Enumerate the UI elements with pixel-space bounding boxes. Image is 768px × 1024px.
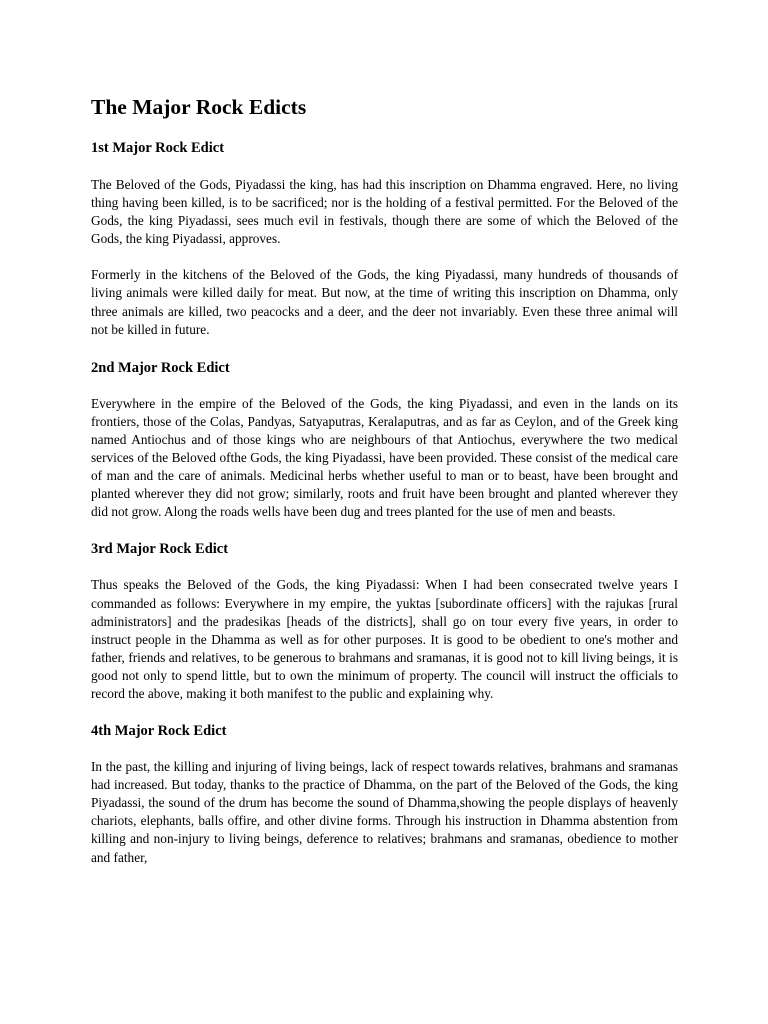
paragraph: Formerly in the kitchens of the Beloved of the Gods, the king Piyadassi, many hundreds of thousands of living animals were killed daily for meat. But now, at the time of writing this inscription on Dhamma, only three animals are killed, two peacocks and a deer, and the deer not invariably. Even these three animal will not be killed in future. <box>91 267 678 337</box>
document-page <box>91 93 678 867</box>
section-heading-4th-edict: 4th Major Rock Edict <box>91 723 227 740</box>
section-heading-2nd-edict: 2nd Major Rock Edict <box>91 359 230 376</box>
section-heading-1st-edict: 1st Major Rock Edict <box>91 140 225 156</box>
paragraph: Thus speaks the Beloved of the Gods, the king Piyadassi: When I had been consecrated twelve years I commanded as follows: Everywhere in my empire, the yuktas [subordinate officers] with the rajukas [rural administrators] and the pradesikas [heads of the districts], shall go on tour every five years, in order to instruct people in the Dhamma as well as for other purposes. It is good to be obedient to one's mother and father, friends and relatives, to be generous to brahmans and sramanas, it is good not to kill living beings, it is good not only to spend little, but to own the minimum of property. The council will instruct the officials to record the above, making it both manifest to the public and explaining why. <box>91 577 678 701</box>
paragraph: Everywhere in the empire of the Beloved of the Gods, the king Piyadassi, and even in the lands on its frontiers, those of the Colas, Pandyas, Satyaputras, Keralaputras, and as far as Ceylon, and of the Greek king named Antiochus and of those kings who are neighbours of that Antiochus, everywhere the two medical services of the Beloved ofthe Gods, the king Piyadassi, have been provided. These consist of the medical care of man and the care of animals. Medicinal herbs whether useful to man or to beast, have been brought and planted wherever they did not grow; similarly, roots and fruit have been brought and planted wherever they did not grow. Along the roads wells have been dug and trees planted for the use of men and beasts. <box>91 395 678 520</box>
paragraph: The Beloved of the Gods, Piyadassi the king, has had this inscription on Dhamma engraved. Here, no living thing having been killed, is to be sacrificed; nor is the holding of a festival permitted. For the Beloved of the Gods, the king Piyadassi, sees much evil in festivals, though there are some of which the Beloved of the Gods, the king Piyadassi, approves. <box>91 177 678 247</box>
document-title: The Major Rock Edicts <box>91 95 307 119</box>
paragraph: In the past, the killing and injuring of living beings, lack of respect towards relatives, brahmans and sramanas had increased. But today, thanks to the practice of Dhamma, on the part of the Beloved of the Gods, the king Piyadassi, the sound of the drum has become the sound of Dhamma,showing the people displays of heavenly chariots, elephants, balls offire, and other divine forms. Through his instruction in Dhamma abstention from killing and non-injury to living beings, deference to relatives; brahmans and sramanas, obedience to mother and father, <box>91 759 678 865</box>
section-heading-3rd-edict: 3rd Major Rock Edict <box>91 541 229 558</box>
